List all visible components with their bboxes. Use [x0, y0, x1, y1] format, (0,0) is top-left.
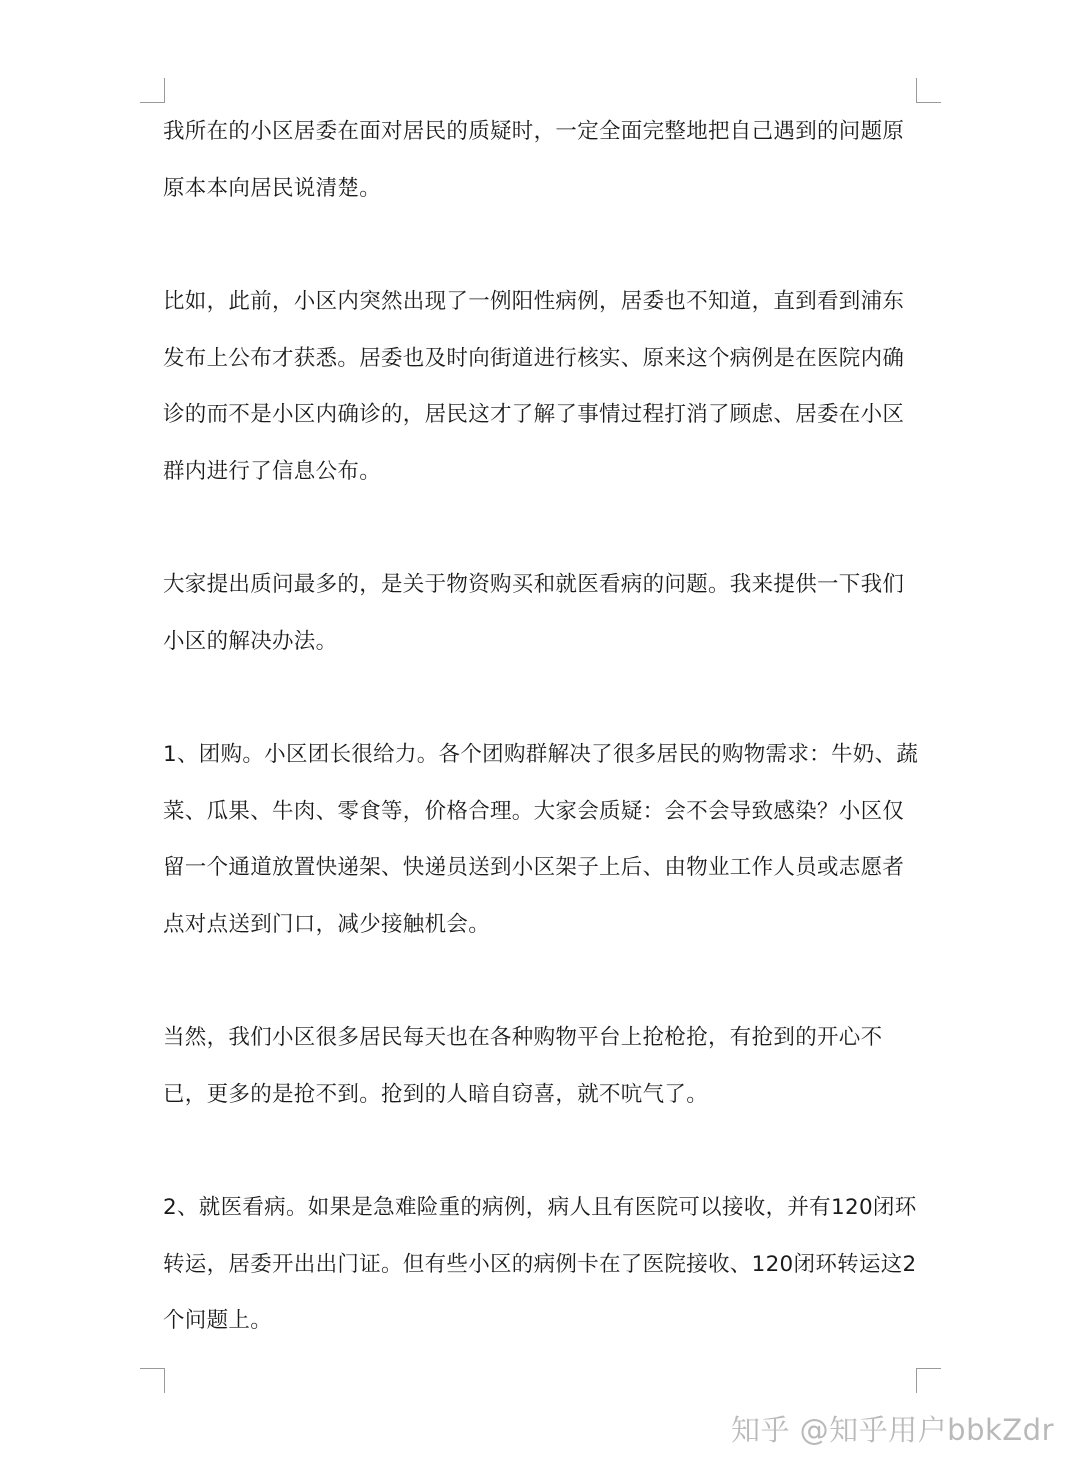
paragraph-5: 当然，我们小区很多居民每天也在各种购物平台上抢枪抢，有抢到的开心不已，更多的是抢不到。抢到的人暗自窃喜，就不吭气了。: [163, 1025, 883, 1107]
paragraph-2: 比如，此前，小区内突然出现了一例阳性病例，居委也不知道，直到看到浦东发布上公布才获悉。居委也及时向街道进行核实、原来这个病例是在医院内确诊的而不是小区内确诊的，居民这才了解了事情过程打消了顾虑、居委在小区群内进行了信息公布。: [163, 289, 905, 484]
paragraph-3: 大家提出质问最多的，是关于物资购买和就医看病的问题。我来提供一下我们小区的解决办法。: [163, 572, 905, 654]
paragraph-4: 1、团购。小区团长很给力。各个团购群解决了很多居民的购物需求：牛奶、蔬菜、瓜果、牛肉、零食等，价格合理。大家会质疑：会不会导致感染？小区仅留一个通道放置快递架、快递员送到小区架子上后、由物业工作人员或志愿者点对点送到门口，减少接触机会。: [163, 742, 919, 937]
watermark: 知乎 @知乎用户bbkZdr: [730, 1413, 1054, 1447]
paragraph-1: 我所在的小区居委在面对居民的质疑时，一定全面完整地把自己遇到的问题原原本本向居民说清楚。: [163, 119, 905, 201]
page-corner-bottom-left: [140, 1368, 165, 1393]
document-body: [163, 104, 923, 1407]
page-corner-top-left: [140, 78, 165, 103]
paragraph-6: 2、就医看病。如果是急难险重的病例，病人且有医院可以接收，并有120闭环转运，居委开出出门证。但有些小区的病例卡在了医院接收、120闭环转运这2个问题上。: [163, 1195, 917, 1333]
page-corner-top-right: [916, 78, 941, 103]
